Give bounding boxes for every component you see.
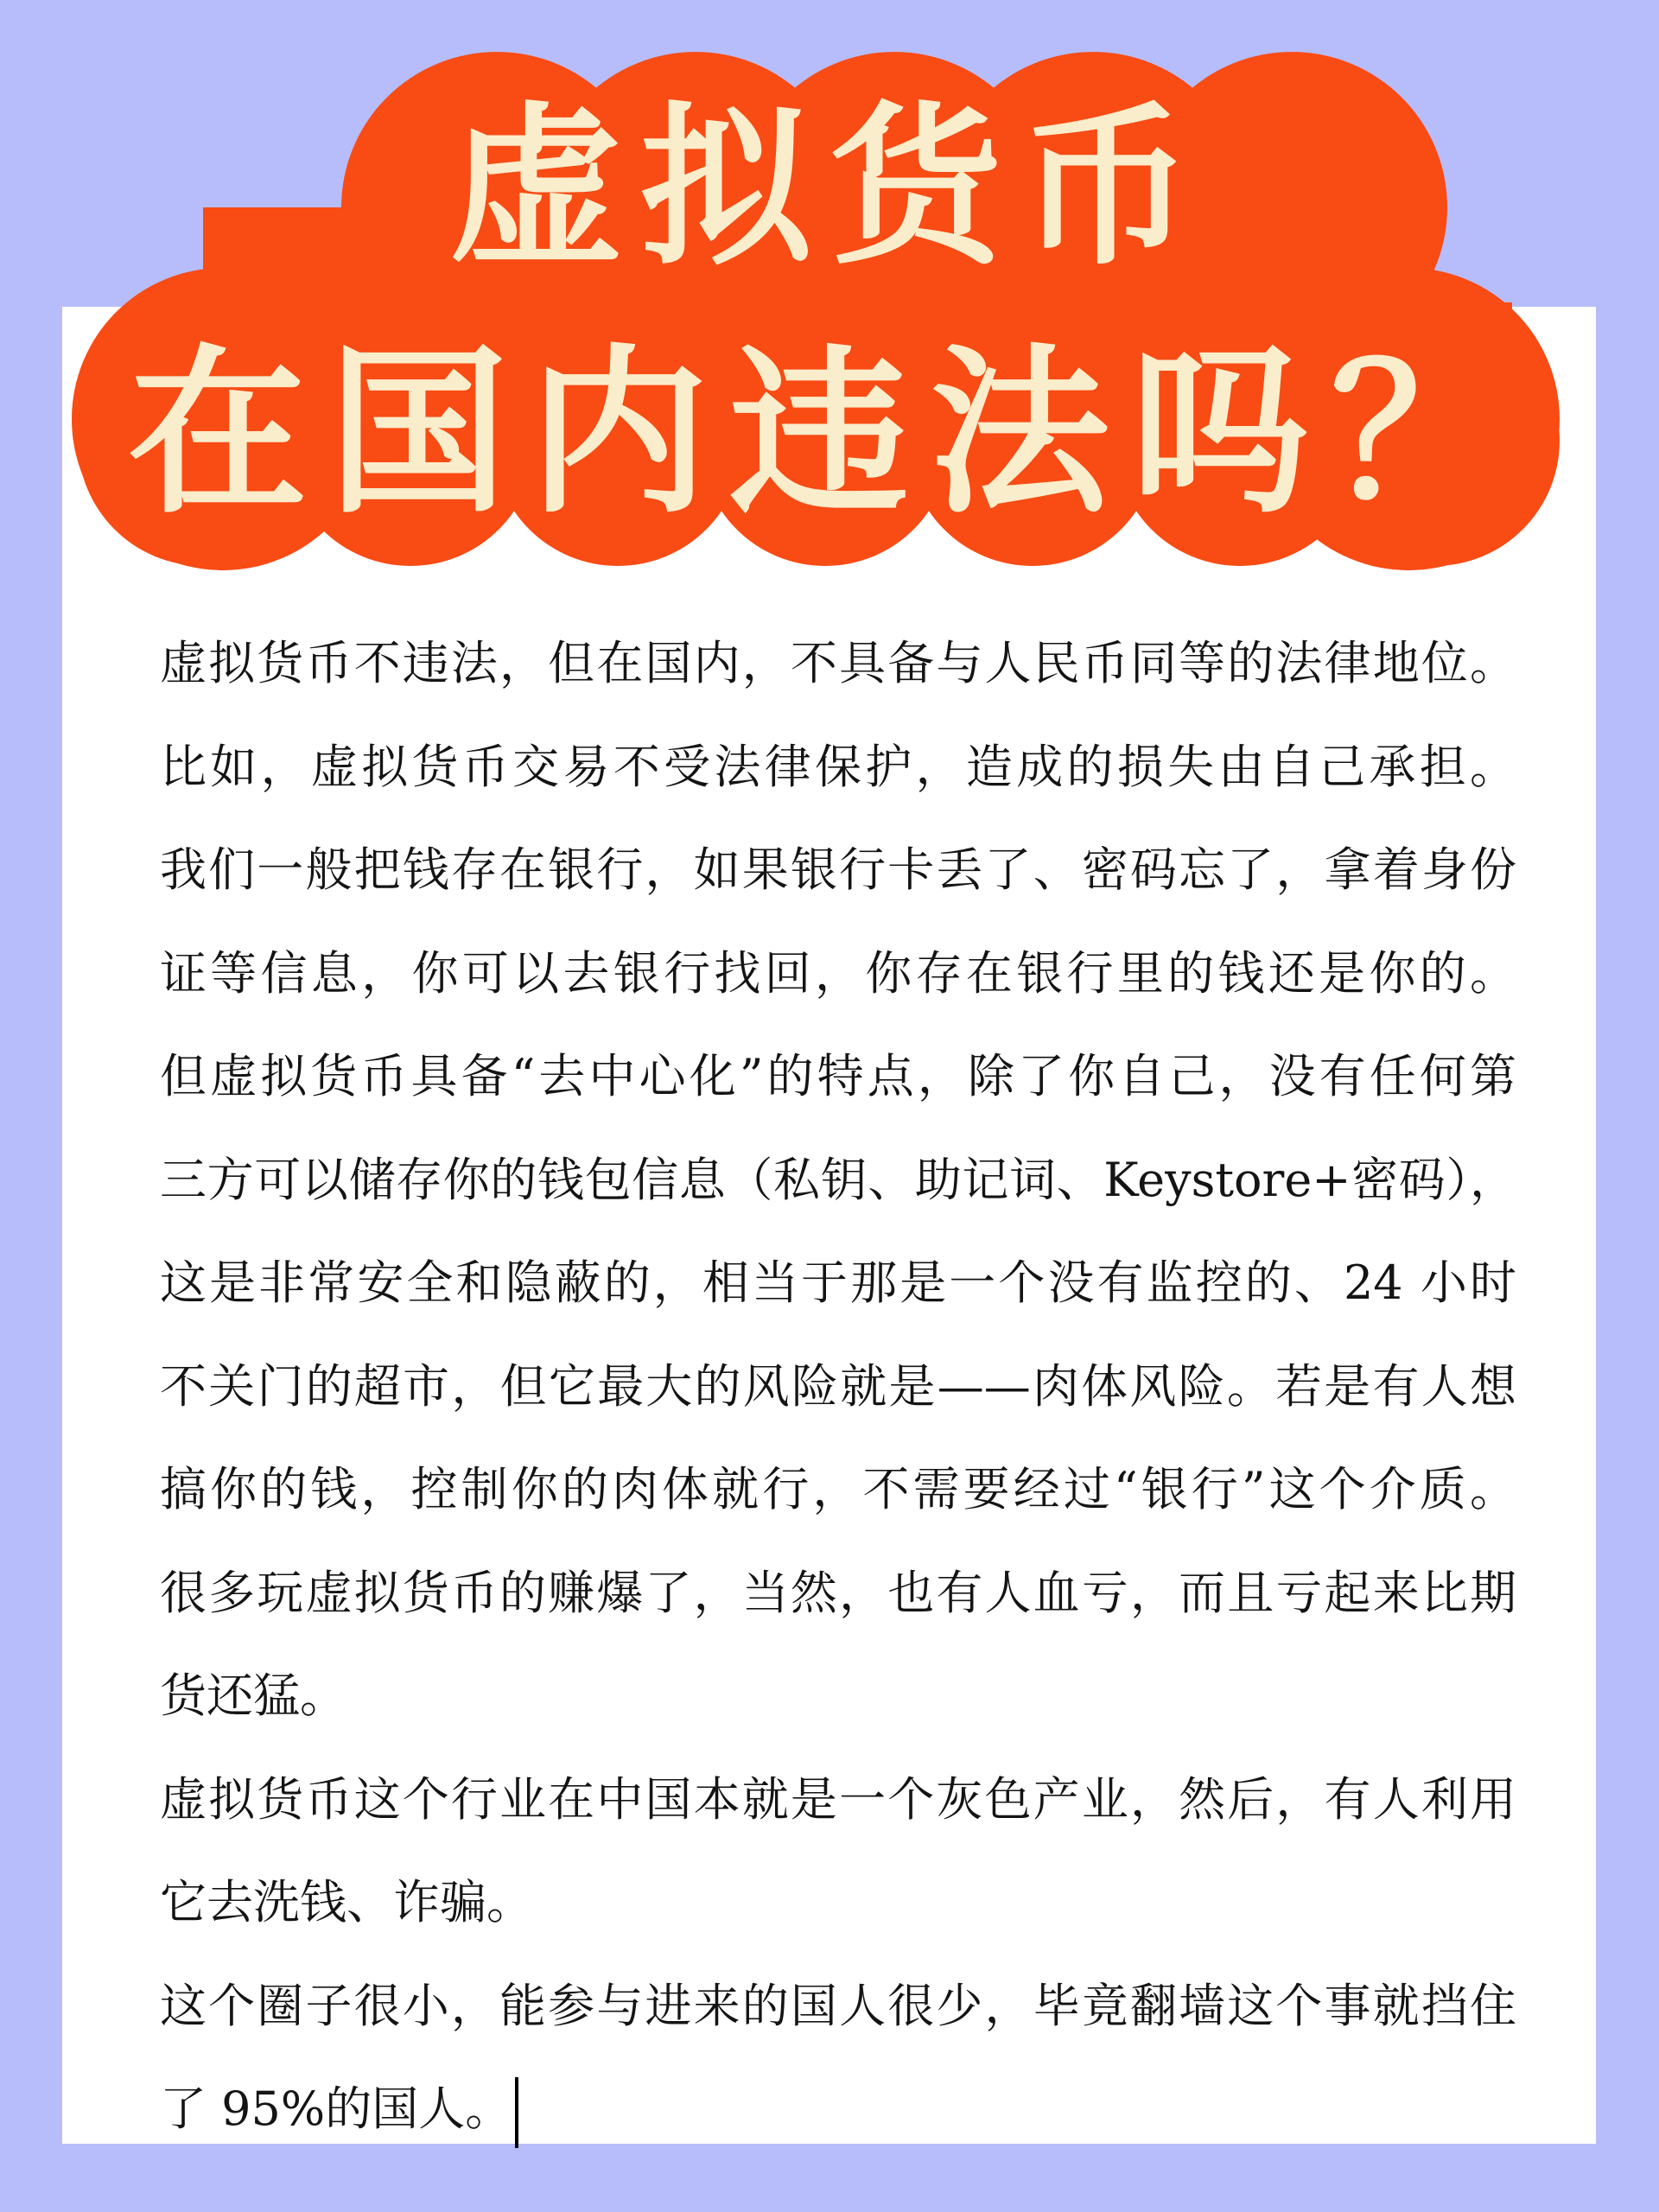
text-line[interactable]: 很多玩虚拟货币的赚爆了，当然，也有人血亏，而且亏起来比期 xyxy=(160,1565,1516,1620)
text-line[interactable]: 搞你的钱，控制你的肉体就行，不需要经过“银行”这个介质。 xyxy=(160,1462,1516,1516)
text-cursor xyxy=(515,2077,518,2148)
text-line[interactable]: 这个圈子很小，能参与进来的国人很少，毕竟翻墙这个事就挡住 xyxy=(160,1978,1516,2033)
text-line[interactable]: 三方可以储存你的钱包信息（私钥、助记词、Keystore+密码）， xyxy=(160,1152,1516,1207)
post-title-line1: 虚拟货币 xyxy=(448,87,1210,289)
text-line[interactable]: 虚拟货币不违法，但在国内，不具备与人民币同等的法律地位。 xyxy=(160,636,1516,690)
text-line-last: 了 95%的国人。 xyxy=(160,2082,512,2136)
text-line[interactable]: 但虚拟货币具备“去中心化”的特点，除了你自己，没有任何第 xyxy=(160,1049,1516,1103)
text-line[interactable]: 虚拟货币这个行业在中国本就是一个灰色产业，然后，有人利用 xyxy=(160,1771,1516,1827)
text-line[interactable]: 这是非常安全和隐蔽的，相当于那是一个没有监控的、24 小时 xyxy=(160,1255,1516,1310)
post-title-line2: 在国内违法吗？ xyxy=(128,329,1531,538)
text-line[interactable] xyxy=(160,2057,1516,2161)
text-line[interactable]: 我们一般把钱存在银行，如果银行卡丢了、密码忘了，拿着身份 xyxy=(160,842,1516,897)
text-line[interactable]: 比如，虚拟货币交易不受法律保护，造成的损失由自己承担。 xyxy=(160,739,1516,794)
text-line[interactable]: 货还猛。 xyxy=(160,1669,346,1723)
article-text-area[interactable] xyxy=(160,612,1516,2161)
text-line[interactable]: 不关门的超市，但它最大的风险就是——肉体风险。若是有人想 xyxy=(160,1358,1516,1414)
text-line[interactable]: 证等信息，你可以去银行找回，你存在银行里的钱还是你的。 xyxy=(160,945,1516,1001)
text-line[interactable]: 它去洗钱、诈骗。 xyxy=(160,1875,533,1929)
